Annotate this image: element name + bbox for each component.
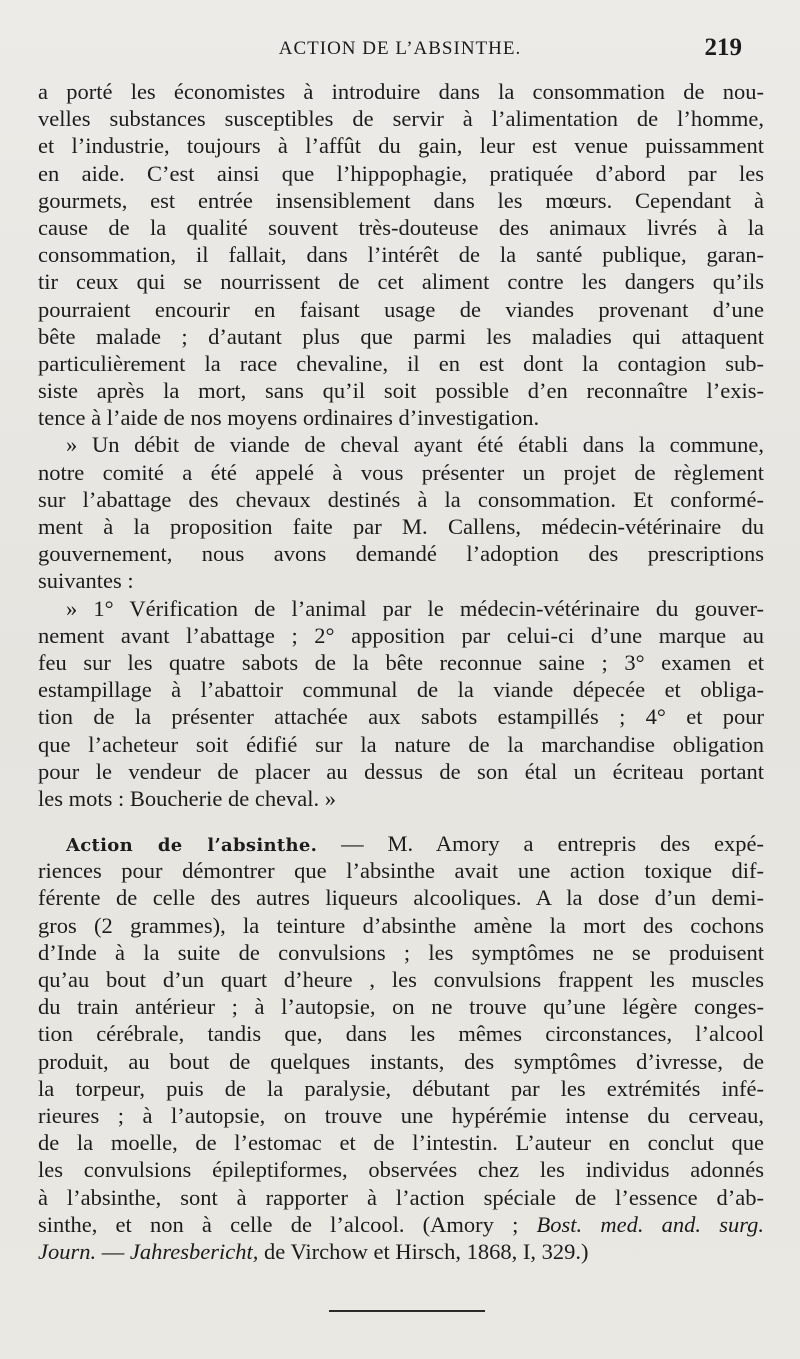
- text-line: a porté les économistes à introduire dans la consommation de nou-: [38, 79, 764, 104]
- text-line: [38, 830, 764, 857]
- text-line: gouvernement, nous avons demandé l’adoption des prescriptions: [38, 541, 764, 567]
- text-line: de la moelle, de l’estomac et de l’intestin. L’auteur en conclut que: [38, 1130, 764, 1156]
- text-line: produit, au bout de quelques instants, des symptômes d’ivresse, de: [38, 1048, 764, 1074]
- text-line: suivantes :: [38, 568, 134, 594]
- text-fragment: de Virchow et Hirsch, 1868, I, 329.): [258, 1238, 589, 1264]
- text-line: gourmets, est entrée insensiblement dans les mœurs. Cependant à: [38, 187, 764, 213]
- text-line: estampillage à l’abattoir communal de la viande dépecée et obliga-: [38, 677, 764, 703]
- text-line: gros (2 grammes), la teinture d’absinthe amène la mort des cochons: [38, 912, 764, 938]
- text-line: [38, 1238, 764, 1265]
- text-line: velles substances susceptibles de servir à l’alimentation de l’homme,: [38, 106, 764, 132]
- text-line: consommation, il fallait, dans l’intérêt de la santé publique, garan-: [38, 242, 764, 268]
- text-line: riences pour démontrer que l’absinthe avait une action toxique dif-: [38, 858, 764, 884]
- text-line: tion cérébrale, tandis que, dans les mêmes circonstances, l’alcool: [38, 1021, 764, 1047]
- text-line: et l’industrie, toujours à l’affût du gain, leur est venue puissamment: [38, 133, 764, 159]
- text-line: en aide. C’est ainsi que l’hippophagie, pratiquée d’abord par les: [38, 160, 764, 186]
- text-line: tir ceux qui se nourrissent de cet aliment contre les dangers qu’ils: [38, 269, 764, 295]
- text-line: cause de la qualité souvent très-douteuse des animaux livrés à la: [38, 214, 764, 240]
- text-line: tence à l’aide de nos moyens ordinaires d’investigation.: [38, 405, 540, 431]
- text-line: » 1° Vérification de l’animal par le médecin-vétérinaire du gouver-: [66, 595, 764, 621]
- text-line: d’Inde à la suite de convulsions ; les symptômes ne se produisent: [38, 939, 764, 965]
- running-head: ACTION DE L’ABSINTHE.: [278, 38, 522, 59]
- text-line: qu’au bout d’un quart d’heure , les convulsions frappent les muscles: [38, 967, 764, 992]
- body-text: [38, 78, 764, 1265]
- page-number: 219: [704, 34, 742, 61]
- end-rule: [329, 1310, 485, 1312]
- text-line: les convulsions épileptiformes, observées chez les individus adonnés: [38, 1157, 764, 1183]
- text-line: particulièrement la race chevaline, il en est dont la contagion sub-: [38, 350, 764, 376]
- text-line: à l’absinthe, sont à rapporter à l’action spéciale de l’essence d’ab-: [38, 1184, 764, 1210]
- text-line: ment à la proposition faite par M. Callens, médecin-vétérinaire du: [38, 514, 764, 539]
- text-fragment: sinthe, et non à celle de l’alcool. (Amory ;: [38, 1211, 537, 1237]
- paragraph-debit-viande: [38, 431, 764, 594]
- text-line: rieures ; à l’autopsie, on trouve une hypérémie intense du cerveau,: [38, 1102, 764, 1128]
- text-line: feu sur les quatre sabots de la bête reconnue saine ; 3° examen et: [38, 649, 764, 675]
- text-line: notre comité a été appelé à vous présenter un projet de règlement: [38, 459, 764, 485]
- paragraph-reglement: [38, 595, 764, 813]
- text-line: sur l’abattage des chevaux destinés à la consommation. Et conformé-: [38, 486, 764, 512]
- text-fragment: —: [96, 1238, 130, 1264]
- section-action-absinthe: [38, 830, 764, 1265]
- citation-source: Jahresbericht,: [129, 1238, 259, 1264]
- citation-journal-abbrev: Journ.: [38, 1238, 97, 1264]
- page-header: [38, 34, 762, 66]
- text-line: que l’acheteur soit édifié sur la nature de la marchandise obligation: [38, 731, 764, 757]
- text-line: tion de la présenter attachée aux sabots estampillés ; 4° et pour: [38, 704, 764, 730]
- text-line: pourraient encourir en faisant usage de viandes provenant d’une: [38, 296, 764, 322]
- text-line: férente de celle des autres liqueurs alcooliques. A la dose d’un demi-: [38, 885, 764, 911]
- section-heading: Action de l’absinthe.: [66, 835, 318, 857]
- text-line: la torpeur, puis de la paralysie, débutant par les extrémités infé-: [38, 1075, 764, 1101]
- text-line: siste après la mort, sans qu’il soit possible d’en reconnaître l’exis-: [38, 378, 764, 404]
- text-fragment: — M. Amory a entrepris des expé-: [317, 831, 764, 857]
- paragraph-hippophagie: [38, 78, 764, 431]
- text-line: [38, 1211, 764, 1238]
- text-line: » Un débit de viande de cheval ayant été établi dans la commune,: [66, 432, 764, 458]
- text-line: bête malade ; d’autant plus que parmi les maladies qui attaquent: [38, 323, 764, 349]
- text-line: nement avant l’abattage ; 2° apposition par celui-ci d’une marque au: [38, 622, 764, 648]
- text-line: du train antérieur ; à l’autopsie, on ne trouve qu’une légère conges-: [38, 994, 764, 1020]
- text-line: les mots : Boucherie de cheval. »: [38, 785, 337, 811]
- text-line: pour le vendeur de placer au dessus de son étal un écriteau portant: [38, 758, 764, 784]
- citation-journal: Bost. med. and. surg.: [536, 1211, 764, 1237]
